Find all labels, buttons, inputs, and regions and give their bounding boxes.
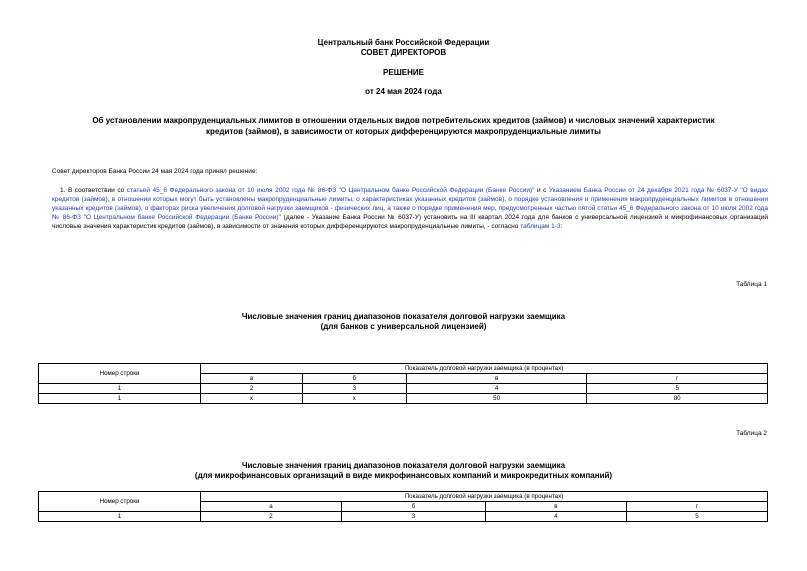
paragraph-1: [52, 186, 768, 231]
table1-title-line1: Числовые значения границ диапазонов показателя долговой нагрузки заемщика: [241, 312, 566, 321]
cell: 2: [201, 384, 303, 394]
board-name: СОВЕТ ДИРЕКТОРОВ: [360, 48, 447, 57]
intro-text: Совет директоров Банка России 24 мая 2024 года принял решение:: [52, 168, 258, 175]
decision-heading: РЕШЕНИЕ: [383, 68, 424, 77]
sub-col: б: [302, 374, 406, 384]
table1: [38, 363, 768, 404]
table2-title-line2: (для микрофинансовых организаций в виде микрофинансовых компаний и микрокредитных компаний): [194, 471, 613, 480]
table1-label: Таблица 1: [736, 281, 767, 288]
decision-date: от 24 мая 2024 года: [365, 87, 442, 96]
table-row: [39, 394, 768, 404]
para-text: (далее - Указание Банка России № 6037-У) установить на III квартал 2024 года для банков с универсальной лицензией и микрофинансовых организаций числовые значения характеристик кредитов (займов), в зависимости от значения которых дифференцируются макропруденциальные лимиты, - согласно: [52, 214, 768, 230]
col-row-number: Номер строки: [39, 364, 201, 384]
cell: 50: [406, 394, 587, 404]
sub-col: а: [201, 374, 303, 384]
table-row: [39, 512, 768, 522]
cell: x: [201, 394, 303, 404]
law-link[interactable]: статьей 45_6 Федерального закона от 10 июля 2002 года № 86-ФЗ "О Центральном банке Российской Федерации (Банке России)": [126, 187, 535, 194]
org-name: Центральный банк Российской Федерации: [317, 38, 490, 47]
cell: 3: [302, 384, 406, 394]
col-row-number: Номер строки: [39, 492, 201, 512]
sub-col: а: [201, 502, 342, 512]
col-debt-load: Показатель долговой нагрузки заемщика (в процентах): [201, 492, 768, 502]
cell: 1: [39, 384, 201, 394]
sub-col: г: [587, 374, 768, 384]
table2: [38, 491, 768, 522]
para-text: и с: [534, 187, 549, 194]
col-debt-load: Показатель долговой нагрузки заемщика (в процентах): [201, 364, 768, 374]
para-text: 1. В соответствии со: [60, 187, 127, 194]
table2-title-line1: Числовые значения границ диапазонов показателя долговой нагрузки заемщика: [241, 461, 566, 470]
cell: 4: [485, 512, 626, 522]
cell: 4: [406, 384, 587, 394]
cell: 2: [201, 512, 342, 522]
cell: 1: [39, 512, 201, 522]
cell: x: [302, 394, 406, 404]
doc-title-line1: Об установлении макропруденциальных лимитов в отношении отдельных видов потребительских кредитов (займов) и числовых значений характеристик: [92, 116, 715, 125]
tables-link[interactable]: таблицам 1-3: [520, 223, 561, 230]
cell: 3: [341, 512, 485, 522]
table1-title-line2: (для банков с универсальной лицензией): [320, 322, 487, 331]
directive-link[interactable]: Указанием Банка России от 24 декабря 2021 года № 6037-У "О видах кредитов (займов), в отношении которых могут быть установлены макропруденциальные лимиты, о характеристиках указанных кредитов (займов), о порядке установления и применения макропруденциальных лимитов в отношении указанных кредитов (займов), о факторах риска увеличения долговой нагрузки заемщиков - физических лиц, а также о порядке применения мер, предусмотренных частью пятой статьи 45_6 Федерального закона от 10 июля 2002 года № 86-ФЗ "О Центральном банке Российской Федерации (Банке России)": [52, 187, 768, 221]
table2-label: Таблица 2: [736, 430, 767, 437]
sub-col: б: [341, 502, 485, 512]
sub-col: г: [626, 502, 767, 512]
table-row: [39, 384, 768, 394]
cell: 5: [587, 384, 768, 394]
para-text: :: [560, 223, 563, 230]
doc-title-line2: кредитов (займов), в зависимости от которых дифференцируются макропруденциальные лимиты: [206, 127, 601, 136]
cell: 80: [587, 394, 768, 404]
cell: 5: [626, 512, 767, 522]
sub-col: в: [485, 502, 626, 512]
cell: 1: [39, 394, 201, 404]
sub-col: в: [406, 374, 587, 384]
